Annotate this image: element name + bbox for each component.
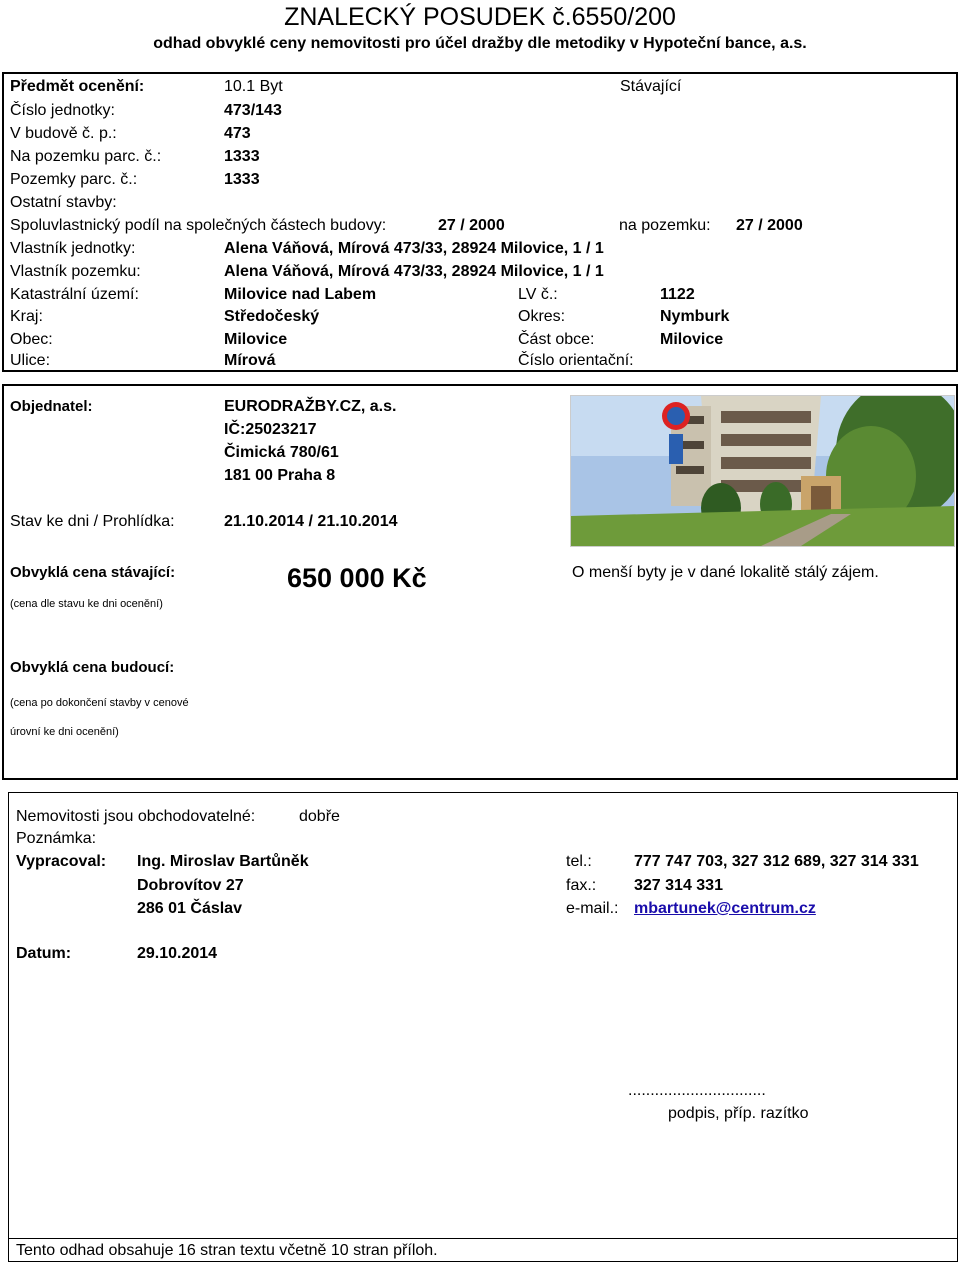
subject-status: Stávající — [620, 78, 682, 95]
signature-label: podpis, příp. razítko — [668, 1105, 809, 1122]
district-value: Nymburk — [660, 308, 730, 325]
unit-number-value: 473/143 — [224, 102, 282, 119]
date-label: Datum: — [16, 945, 72, 962]
share-value: 27 / 2000 — [438, 217, 505, 234]
bottom-divider — [8, 1238, 958, 1239]
owner-land-value: Alena Váňová, Mírová 473/33, 28924 Milovice, 1 / 1 — [224, 263, 604, 280]
parcel-value: 1333 — [224, 148, 260, 165]
municipality-label: Obec: — [10, 331, 53, 348]
lv-label: LV č.: — [518, 286, 558, 303]
current-price-label: Obvyklá cena stávající: — [10, 564, 176, 581]
inspection-date-label: Stav ke dni / Prohlídka: — [10, 513, 175, 530]
inspection-date-value: 21.10.2014 / 21.10.2014 — [224, 513, 398, 530]
municipality-value: Milovice — [224, 331, 288, 348]
future-price-label: Obvyklá cena budoucí: — [10, 659, 175, 676]
tradeable-label: Nemovitosti jsou obchodovatelné: — [16, 808, 256, 825]
signature-dots: ............................... — [628, 1082, 766, 1099]
fax-label: fax.: — [566, 877, 597, 894]
future-price-note-1: (cena po dokončení stavby v cenové — [10, 697, 189, 709]
street-value: Mírová — [224, 352, 276, 369]
land-share-label: na pozemku: — [619, 217, 711, 234]
street-label: Ulice: — [10, 352, 51, 369]
fax-value: 327 314 331 — [634, 877, 723, 894]
date-value: 29.10.2014 — [137, 945, 218, 962]
land-share-value: 27 / 2000 — [736, 217, 803, 234]
subject-value: 10.1 Byt — [224, 78, 283, 95]
land-label: Pozemky parc. č.: — [10, 171, 138, 188]
prepared-name: Ing. Miroslav Bartůněk — [137, 853, 309, 870]
current-price-value: 650 000 Kč — [287, 563, 427, 593]
footer-box — [8, 792, 958, 1262]
land-value: 1333 — [224, 171, 260, 188]
client-name: EURODRAŽBY.CZ, a.s. — [224, 398, 397, 415]
prepared-city: 286 01 Čáslav — [137, 900, 242, 917]
owner-unit-label: Vlastník jednotky: — [10, 240, 136, 257]
tradeable-value: dobře — [299, 808, 340, 825]
document-subtitle: odhad obvyklé ceny nemovitosti pro účel dražby dle metodiky v Hypoteční bance, a.s. — [153, 35, 807, 52]
client-label: Objednatel: — [10, 398, 93, 415]
email-label: e-mail.: — [566, 900, 619, 917]
client-city: 181 00 Praha 8 — [224, 467, 336, 484]
region-label: Kraj: — [10, 308, 43, 325]
owner-unit-value: Alena Váňová, Mírová 473/33, 28924 Milovice, 1 / 1 — [224, 240, 604, 257]
prepared-street: Dobrovítov 27 — [137, 877, 244, 894]
other-buildings-label: Ostatní stavby: — [10, 194, 117, 211]
lv-value: 1122 — [660, 286, 695, 303]
client-street: Čimická 780/61 — [224, 444, 339, 461]
current-price-note: (cena dle stavu ke dni ocenění) — [10, 598, 163, 610]
part-label: Část obce: — [518, 331, 595, 348]
prepared-label: Vypracoval: — [16, 853, 107, 870]
orientation-label: Číslo orientační: — [518, 352, 634, 369]
cadastral-value: Milovice nad Labem — [224, 286, 377, 303]
tel-value: 777 747 703, 327 312 689, 327 314 331 — [634, 853, 919, 870]
document-title: ZNALECKÝ POSUDEK č.6550/200 — [284, 3, 676, 31]
building-photo — [570, 395, 955, 547]
district-label: Okres: — [518, 308, 566, 325]
cadastral-label: Katastrální území: — [10, 286, 139, 303]
owner-land-label: Vlastník pozemku: — [10, 263, 141, 280]
parcel-label: Na pozemku parc. č.: — [10, 148, 162, 165]
bottom-note: Tento odhad obsahuje 16 stran textu včetně 10 stran příloh. — [16, 1242, 438, 1259]
building-label: V budově č. p.: — [10, 125, 117, 142]
note-label: Poznámka: — [16, 830, 97, 847]
subject-label: Předmět ocenění: — [10, 78, 145, 95]
building-value: 473 — [224, 125, 251, 142]
unit-number-label: Číslo jednotky: — [10, 102, 115, 119]
price-comment: O menší byty je v dané lokalitě stálý zájem. — [572, 564, 879, 581]
client-ic: IČ:25023217 — [224, 421, 317, 438]
share-label: Spoluvlastnický podíl na společných částech budovy: — [10, 217, 387, 234]
tel-label: tel.: — [566, 853, 592, 870]
email-link[interactable]: mbartunek@centrum.cz — [634, 900, 816, 917]
region-value: Středočeský — [224, 308, 320, 325]
part-value: Milovice — [660, 331, 724, 348]
future-price-note-2: úrovní ke dni ocenění) — [10, 726, 119, 738]
